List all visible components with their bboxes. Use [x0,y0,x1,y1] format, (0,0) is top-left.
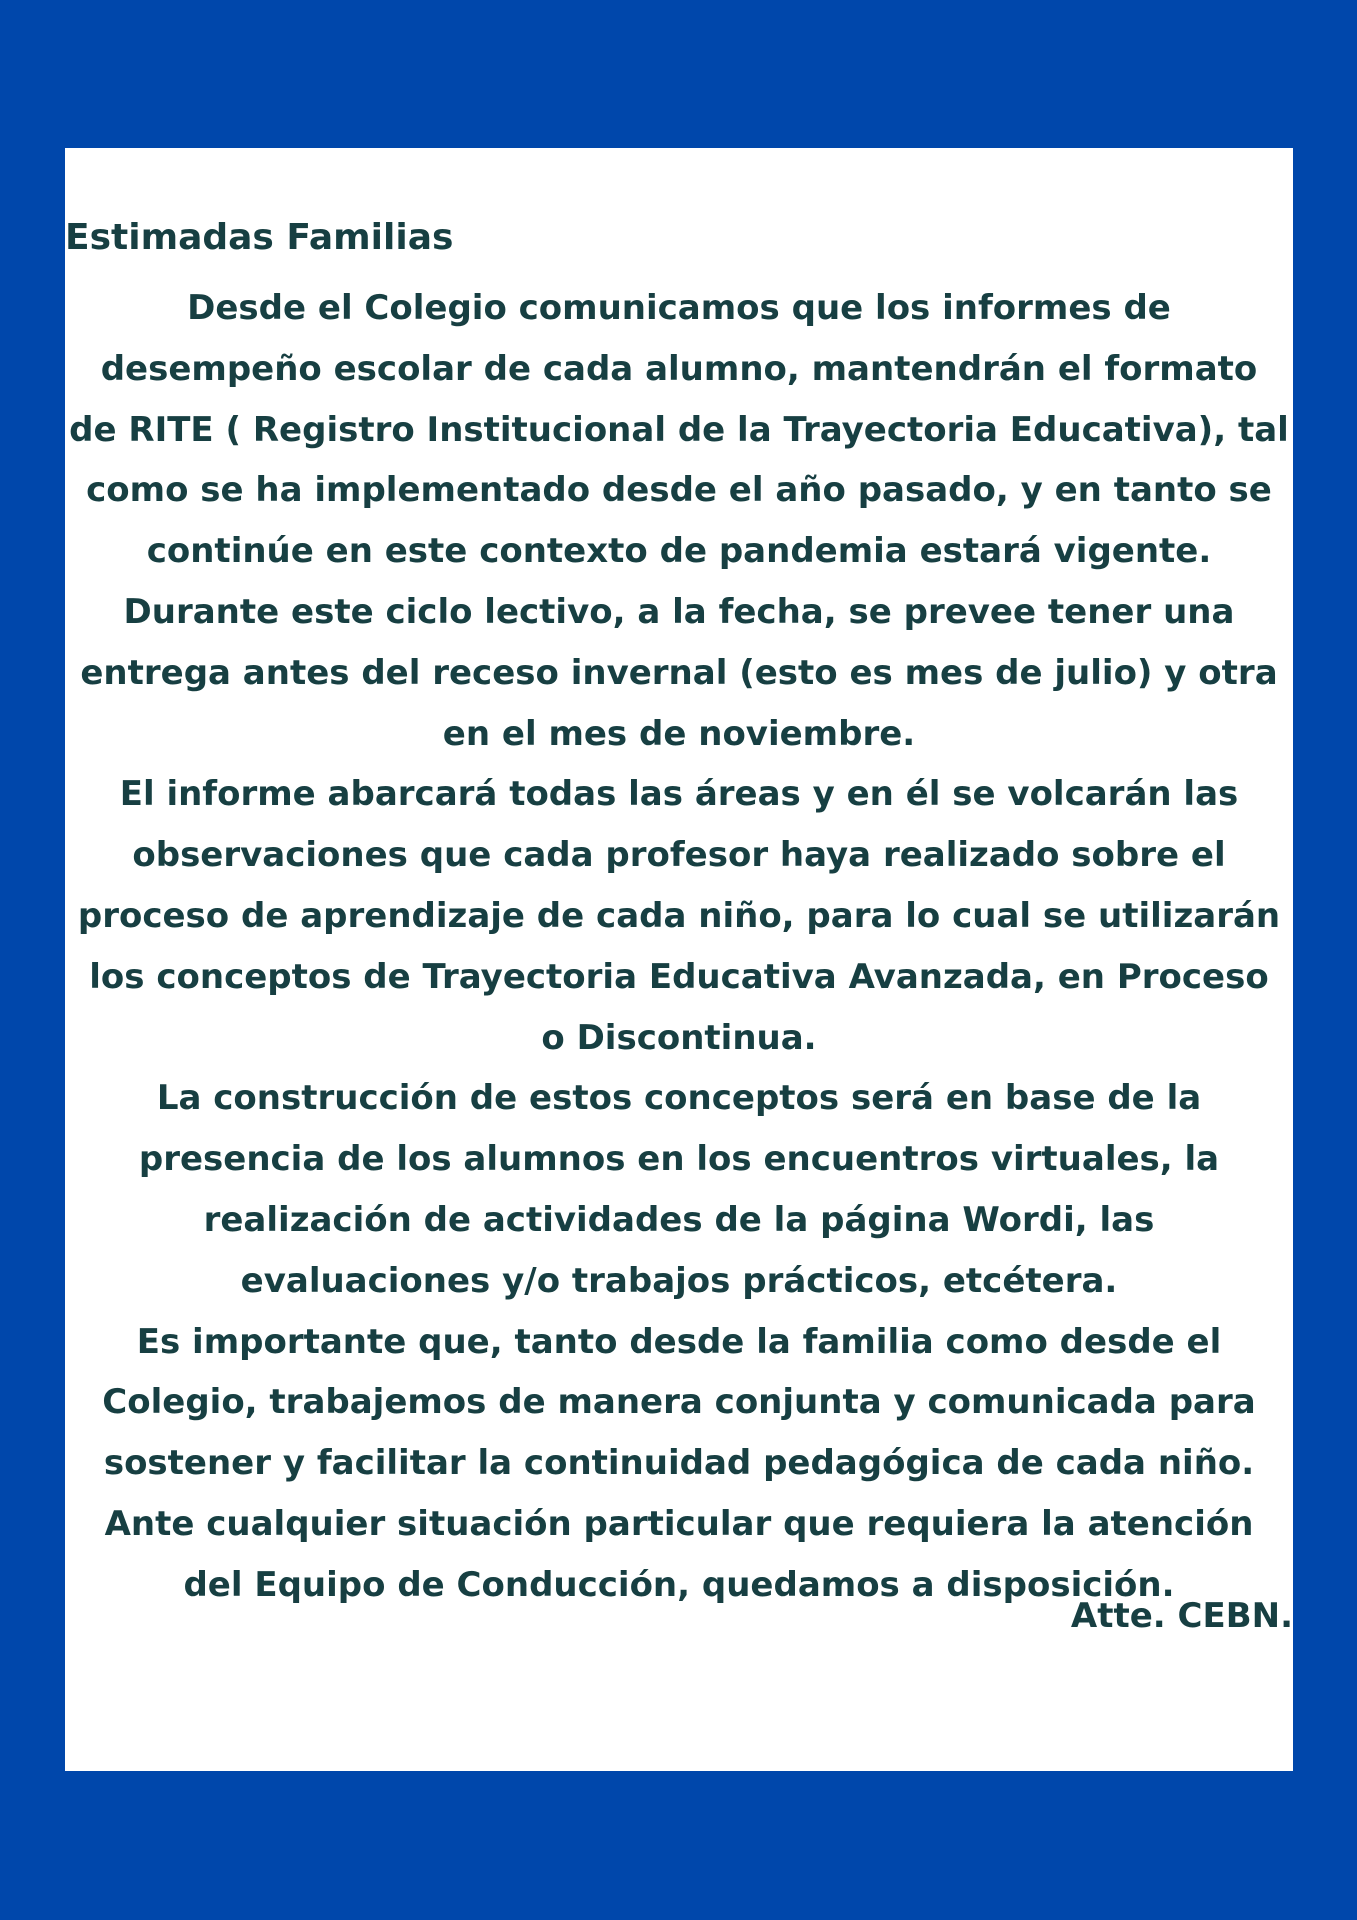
letter-body [65,278,1293,1616]
letter-line: Ante cualquier situación particular que requiera la atención [104,1503,1254,1544]
letter-line: Durante este ciclo lectivo, a la fecha, se prevee tener una [123,591,1235,632]
letter-line: continúe en este contexto de pandemia estará vigente. [146,531,1212,572]
letter-line: del Equipo de Conducción, quedamos a disposición. [183,1564,1175,1605]
letter-line: desempeño escolar de cada alumno, mantendrán el formato [100,348,1258,389]
letter-line: sostener y facilitar la continuidad pedagógica de cada niño. [103,1443,1255,1484]
letter-line: como se ha implementado desde el año pasado, y en tanto se [86,470,1272,511]
letter-line: observaciones que cada profesor haya realizado sobre el [132,835,1226,876]
letter-line: proceso de aprendizaje de cada niño, para lo cual se utilizarán [77,895,1281,936]
letter-paper [65,148,1293,1771]
letter-line: entrega antes del receso invernal (esto es mes de julio) y otra [80,652,1278,693]
letter-line: realización de actividades de la página Wordi, las [203,1199,1155,1240]
letter-line: o Discontinua. [541,1017,817,1058]
letter-line: en el mes de noviembre. [442,713,916,754]
letter-line: La construcción de estos conceptos será en base de la [156,1078,1202,1119]
letter-line: Colegio, trabajemos de manera conjunta y comunicada para [102,1382,1256,1423]
letter-line: Desde el Colegio comunicamos que los informes de [187,288,1171,328]
letter-line: los conceptos de Trayectoria Educativa Avanzada, en Proceso [89,956,1269,997]
letter-signature: Atte. CEBN. [1070,1596,1293,1636]
letter-line: evaluaciones y/o trabajos prácticos, etcétera. [240,1260,1118,1301]
letter-greeting: Estimadas Familias [65,217,454,258]
letter-line: presencia de los alumnos en los encuentros virtuales, la [138,1139,1220,1180]
letter-line: de RITE ( Registro Institucional de la Trayectoria Educativa), tal [69,409,1289,450]
letter-line: El informe abarcará todas las áreas y en él se volcarán las [119,774,1239,815]
letter-line: Es importante que, tanto desde la familia como desde el [136,1321,1222,1362]
